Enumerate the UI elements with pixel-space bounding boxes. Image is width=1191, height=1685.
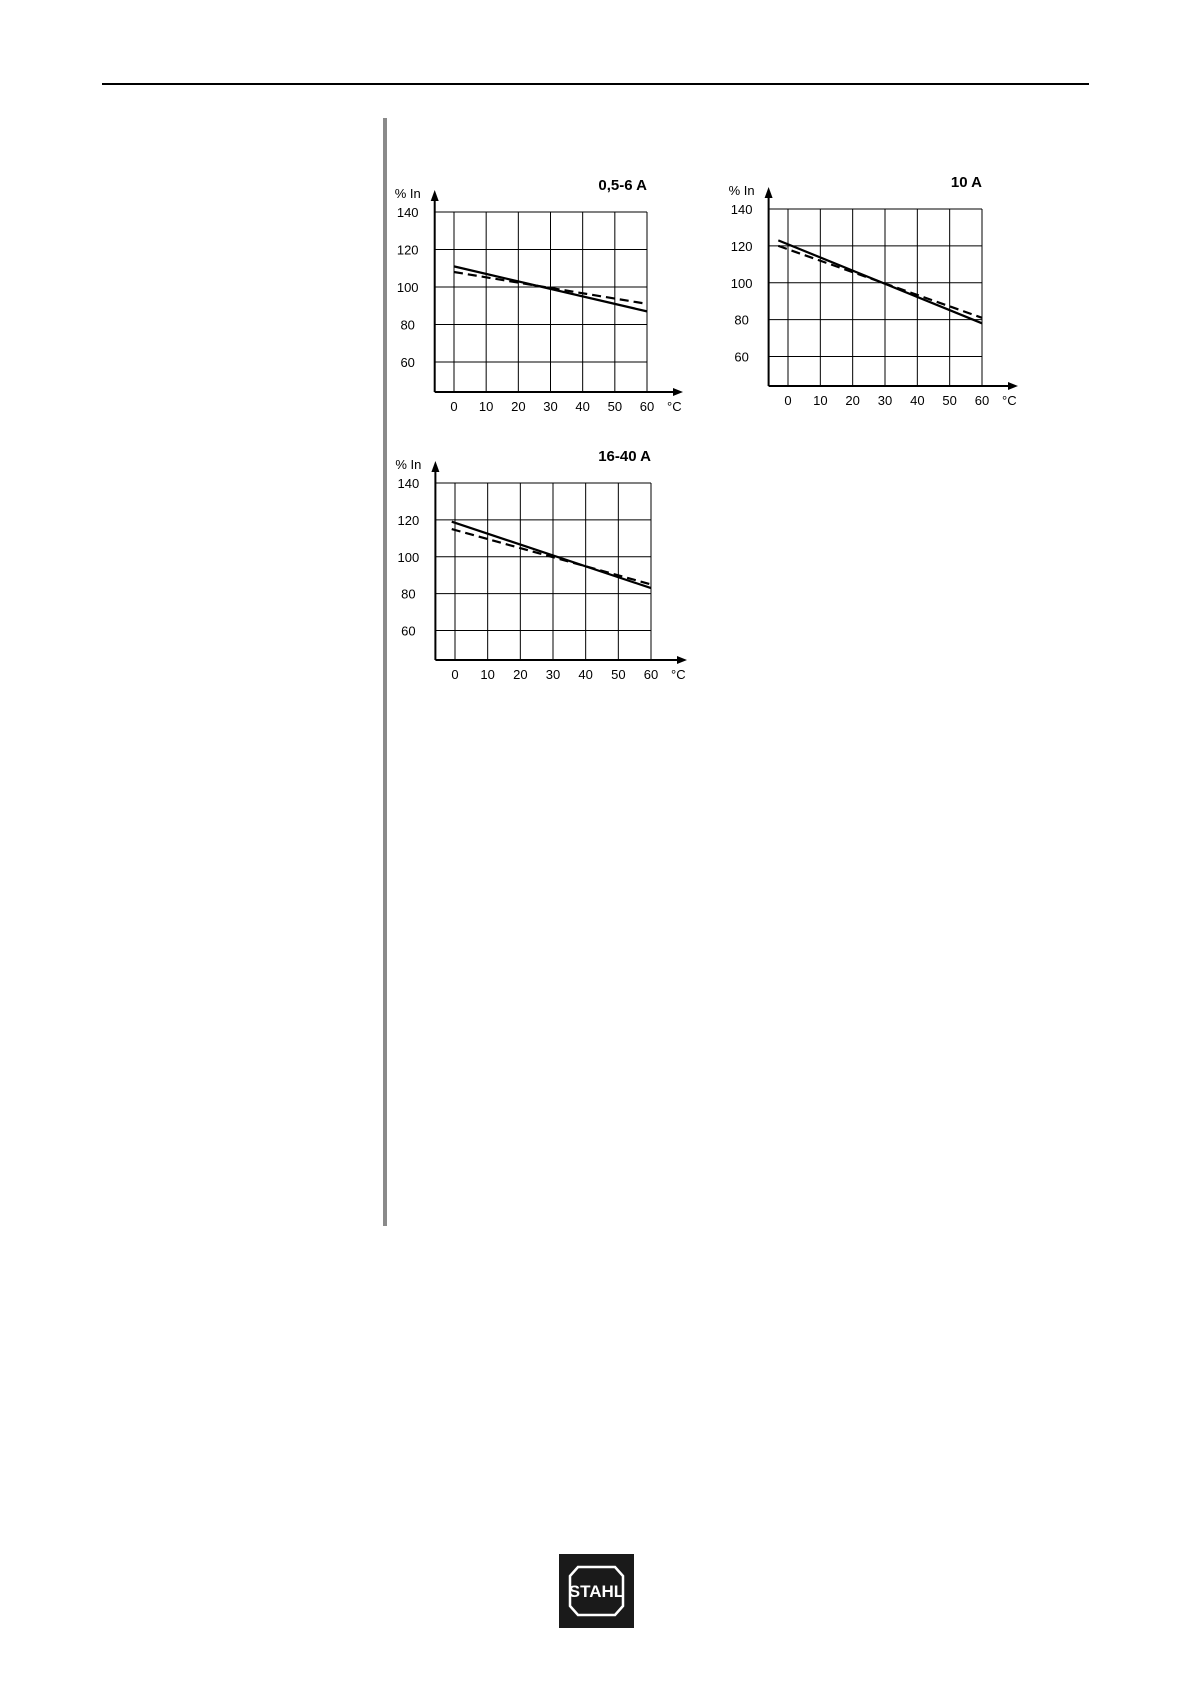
x-tick-label: 30: [543, 399, 558, 414]
x-tick-label: 0: [451, 667, 459, 682]
y-tick-label: 120: [396, 242, 419, 258]
x-tick-label: 60: [639, 399, 655, 414]
y-tick-label: 100: [730, 275, 753, 291]
y-tick-label: 120: [730, 238, 753, 254]
x-tick-label: 50: [607, 399, 623, 414]
x-axis-label: °C: [667, 399, 682, 414]
x-tick-label: 10: [478, 399, 494, 414]
x-tick-label: 50: [611, 667, 626, 682]
y-tick-label: 120: [397, 512, 420, 528]
x-tick-label: 60: [974, 393, 990, 408]
series-line-solid: [452, 522, 651, 588]
stahl-logo: [559, 1554, 634, 1628]
x-tick-label: 50: [942, 393, 957, 408]
x-tick-label: 40: [910, 393, 925, 408]
y-axis-label: % In: [395, 457, 422, 472]
x-tick-label: 30: [877, 393, 893, 408]
x-tick-label: 20: [513, 667, 528, 682]
chart-title: 16-40 A: [598, 448, 651, 465]
y-tick-label: 60: [400, 355, 415, 370]
x-tick-label: 20: [511, 399, 526, 414]
x-tick-label: 40: [578, 667, 593, 682]
y-tick-label: 100: [397, 549, 420, 565]
y-tick-label: 60: [401, 623, 416, 639]
x-tick-label: 40: [575, 399, 590, 414]
y-axis-arrow: [431, 461, 439, 472]
x-tick-label: 10: [480, 667, 495, 682]
chart-title: 0,5-6 A: [598, 177, 647, 194]
y-tick-label: 80: [400, 317, 415, 333]
x-tick-label: 30: [545, 667, 561, 682]
svg-text:STAHL: STAHL: [568, 1582, 625, 1601]
y-axis-label: % In: [728, 183, 755, 198]
y-axis-label: % In: [394, 186, 421, 201]
y-tick-label: 80: [734, 312, 749, 328]
x-tick-label: 0: [450, 399, 458, 414]
y-tick-label: 80: [401, 586, 416, 602]
y-tick-label: 100: [396, 280, 419, 295]
x-tick-label: 10: [813, 393, 828, 408]
y-tick-label: 140: [397, 476, 420, 491]
y-tick-label: 140: [396, 205, 419, 220]
x-axis-arrow: [677, 656, 687, 664]
x-axis-label: °C: [1002, 393, 1017, 408]
x-axis-label: °C: [671, 667, 686, 682]
x-tick-label: 0: [784, 393, 792, 408]
chart-title: 10 A: [950, 174, 982, 191]
x-tick-label: 60: [643, 667, 659, 682]
y-tick-label: 140: [730, 202, 753, 217]
x-tick-label: 20: [845, 393, 860, 408]
y-tick-label: 60: [734, 349, 749, 365]
